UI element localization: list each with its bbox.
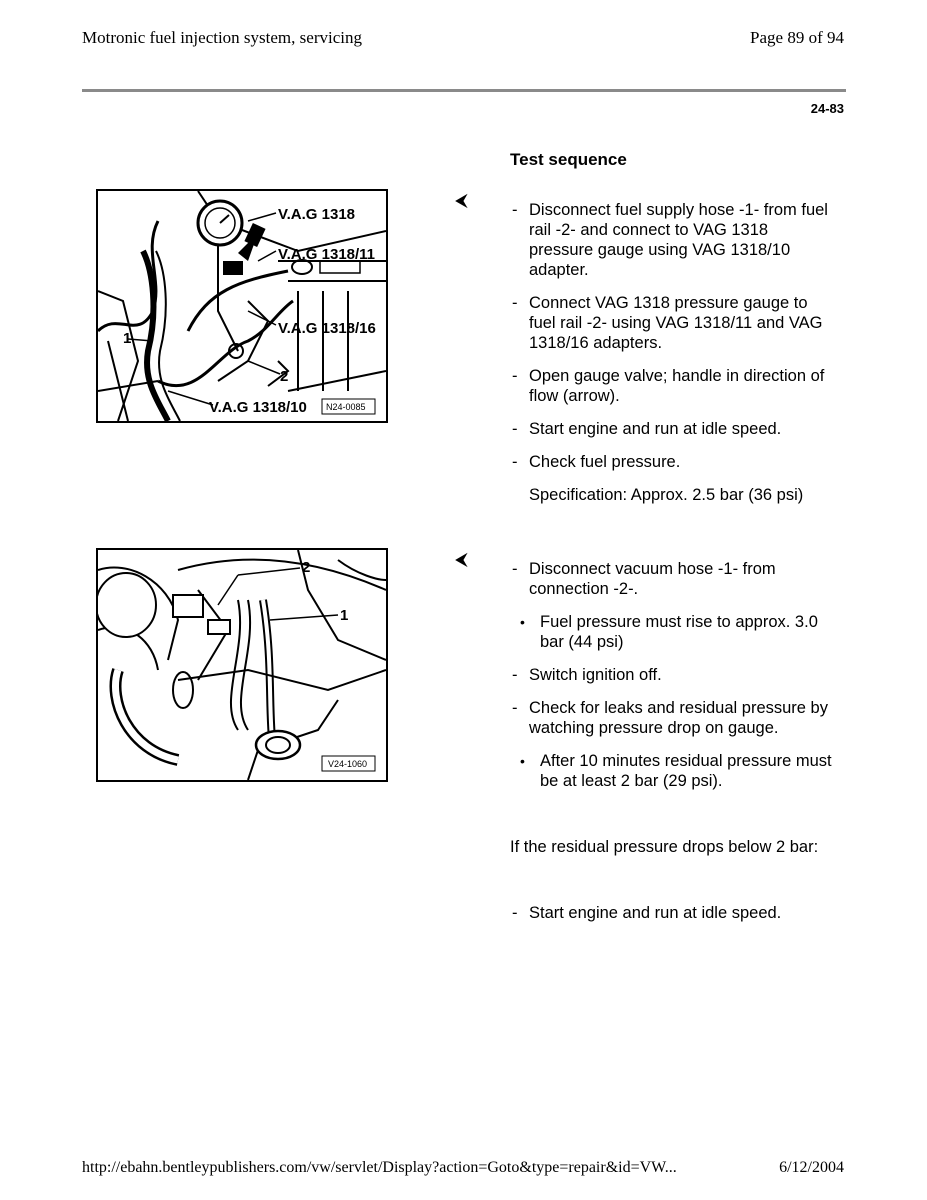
- step-item: - Start engine and run at idle speed.: [512, 420, 782, 438]
- figure-2-pointer-icon: ⮜: [455, 549, 468, 569]
- print-date: 6/12/2004: [779, 1159, 844, 1176]
- figure-2-label-1: 1: [340, 607, 349, 624]
- figure-vacuum-hose: [96, 548, 388, 782]
- header-divider: [82, 89, 846, 92]
- source-url: http://ebahn.bentleypublishers.com/vw/servlet/Display?action=Goto&type=repair&id=VW...: [82, 1159, 677, 1176]
- figure-1-code: N24-0085: [326, 402, 366, 412]
- figure-1-label-2: 2: [280, 368, 289, 385]
- bullet-item: • Fuel pressure must rise to approx. 3.0 bar (44 psi): [520, 613, 818, 651]
- figure-1-label-vag1318-11: V.A.G 1318/11: [278, 246, 376, 263]
- figure-fuel-gauge-connection: [96, 189, 388, 423]
- page-counter: Page 89 of 94: [750, 28, 844, 47]
- figure-1-label-1: 1: [123, 330, 132, 347]
- figure-1-label-vag1318-16: V.A.G 1318/16: [278, 320, 376, 337]
- figure-1-illustration: [98, 191, 386, 421]
- step-item: - Switch ignition off.: [512, 666, 662, 684]
- step-item: - Connect VAG 1318 pressure gauge to fuel rail -2- using VAG 1318/11 and VAG 1318/16 adapters.: [512, 294, 823, 352]
- figure-2-illustration: [98, 550, 386, 780]
- section-page-number: 24-83: [810, 101, 844, 116]
- step-item: - Check for leaks and residual pressure by watching pressure drop on gauge.: [512, 699, 828, 737]
- step-item: - Check fuel pressure.: [512, 453, 681, 471]
- figure-1-pointer-icon: ⮜: [455, 190, 468, 210]
- step-item: - Open gauge valve; handle in direction of flow (arrow).: [512, 367, 825, 405]
- figure-1-label-vag1318-10: V.A.G 1318/10: [209, 399, 307, 416]
- step-item: - Disconnect fuel supply hose -1- from fuel rail -2- and connect to VAG 1318 pressure gauge using VAG 1318/10 adapter.: [512, 201, 828, 279]
- bullet-item: • After 10 minutes residual pressure must be at least 2 bar (29 psi).: [520, 752, 832, 790]
- specification-text: Specification: Approx. 2.5 bar (36 psi): [529, 486, 804, 504]
- figure-2-label-2: 2: [302, 559, 311, 576]
- instructions-block-1: [512, 200, 832, 505]
- section-heading: Test sequence: [510, 150, 627, 169]
- document-title: Motronic fuel injection system, servicing: [82, 28, 362, 47]
- instructions-block-2: [512, 559, 832, 791]
- step-item: - Disconnect vacuum hose -1- from connection -2-.: [512, 560, 776, 598]
- final-step-block: [512, 903, 832, 923]
- step-item: - Start engine and run at idle speed.: [512, 904, 782, 922]
- residual-pressure-note: If the residual pressure drops below 2 bar:: [510, 838, 819, 856]
- figure-1-label-vag1318: V.A.G 1318: [278, 206, 355, 223]
- figure-2-code: V24-1060: [328, 759, 368, 769]
